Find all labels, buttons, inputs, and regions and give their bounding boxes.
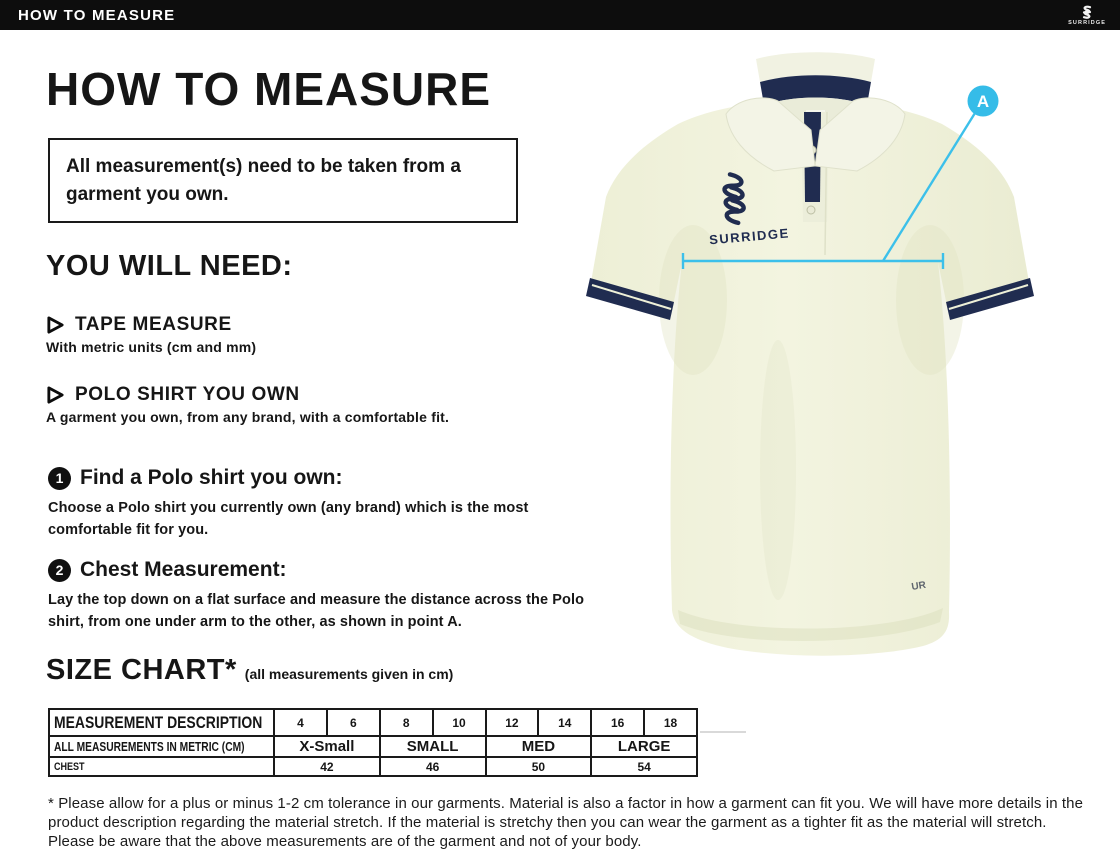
size-col-header: 6 xyxy=(326,710,379,735)
top-header-bar xyxy=(0,0,1120,30)
step-2-description: Lay the top down on a flat surface and measure the distance across the Polo shirt, from one under arm to the other, as shown in point A. xyxy=(48,592,585,631)
need-item-title: POLO SHIRT YOU OWN xyxy=(75,384,300,405)
page-title: HOW TO MEASURE xyxy=(46,63,492,115)
chest-row-label: CHEST xyxy=(54,760,85,773)
size-col-header: 10 xyxy=(432,710,485,735)
you-will-need-heading: YOU WILL NEED: xyxy=(46,250,293,282)
step-2 xyxy=(48,558,604,634)
step-1 xyxy=(48,466,604,542)
header-title: HOW TO MEASURE xyxy=(18,6,176,24)
size-chart-title: SIZE CHART* xyxy=(46,654,237,686)
need-item-title: TAPE MEASURE xyxy=(75,314,232,335)
table-size-group-row xyxy=(50,735,696,756)
size-col-header: 16 xyxy=(590,710,643,735)
need-item-description: With metric units (cm and mm) xyxy=(46,339,257,355)
chest-value-cell: 46 xyxy=(379,758,485,775)
sleeve-text: UR xyxy=(910,579,927,593)
size-chart-heading xyxy=(46,654,453,687)
shading xyxy=(659,225,727,375)
triangle-bullet-icon xyxy=(46,315,65,335)
step-1-title: Find a Polo shirt you own: xyxy=(80,466,343,489)
button xyxy=(807,206,815,214)
size-chart-table xyxy=(48,708,698,777)
size-group-cell: SMALL xyxy=(379,737,485,756)
need-item-description: A garment you own, from any brand, with a comfortable fit. xyxy=(46,409,450,425)
table-divider-line xyxy=(700,731,746,733)
size-col-header: 12 xyxy=(485,710,538,735)
table-header-label: MEASUREMENT DESCRIPTION xyxy=(54,712,263,732)
step-1-badge: 1 xyxy=(48,467,71,490)
size-col-header: 4 xyxy=(273,710,326,735)
polo-shirt-image xyxy=(578,50,1120,662)
shirt-logo-text: SURRIDGE xyxy=(708,225,791,248)
size-group-cell: MED xyxy=(485,737,591,756)
surridge-logo-text: SURRIDGE xyxy=(1068,20,1106,27)
table-header-row xyxy=(50,710,696,735)
triangle-bullet-icon xyxy=(46,385,65,405)
surridge-mark-icon xyxy=(1076,5,1098,20)
step-2-badge: 2 xyxy=(48,559,71,582)
size-group-cell: LARGE xyxy=(590,737,696,756)
table-chest-row xyxy=(50,756,696,775)
size-group-cell: X-Small xyxy=(273,737,379,756)
chest-value-cell: 42 xyxy=(273,758,379,775)
tolerance-footnote: * Please allow for a plus or minus 1-2 cm tolerance in our garments. Material is also a factor in how a garment can fit you. We will have more details in the product description regarding the material stretch. If the material is stretchy then you can wear the garment as a tighter fit as the material will stretch. Please be aware that the above measurements are of the garment and not of your body. xyxy=(48,795,1084,851)
size-col-header: 8 xyxy=(379,710,432,735)
size-col-header: 18 xyxy=(643,710,696,735)
chest-value-cell: 50 xyxy=(485,758,591,775)
shading xyxy=(760,340,796,600)
surridge-logo xyxy=(1068,3,1106,27)
step-2-title: Chest Measurement: xyxy=(80,558,287,581)
size-group-row-label: ALL MEASUREMENTS IN METRIC (CM) xyxy=(54,739,245,754)
step-1-description: Choose a Polo shirt you currently own (any brand) which is the most comfortable fit for you. xyxy=(48,500,529,539)
size-chart-subtitle: (all measurements given in cm) xyxy=(244,666,454,682)
size-col-header: 14 xyxy=(537,710,590,735)
polo-shirt-diagram xyxy=(578,50,1120,662)
need-item-tape-measure xyxy=(46,314,606,355)
notice-box: All measurement(s) need to be taken from a garment you own. xyxy=(48,138,518,223)
chest-value-cell: 54 xyxy=(590,758,696,775)
need-item-polo-shirt xyxy=(46,384,606,425)
marker-a-label: A xyxy=(976,92,990,111)
